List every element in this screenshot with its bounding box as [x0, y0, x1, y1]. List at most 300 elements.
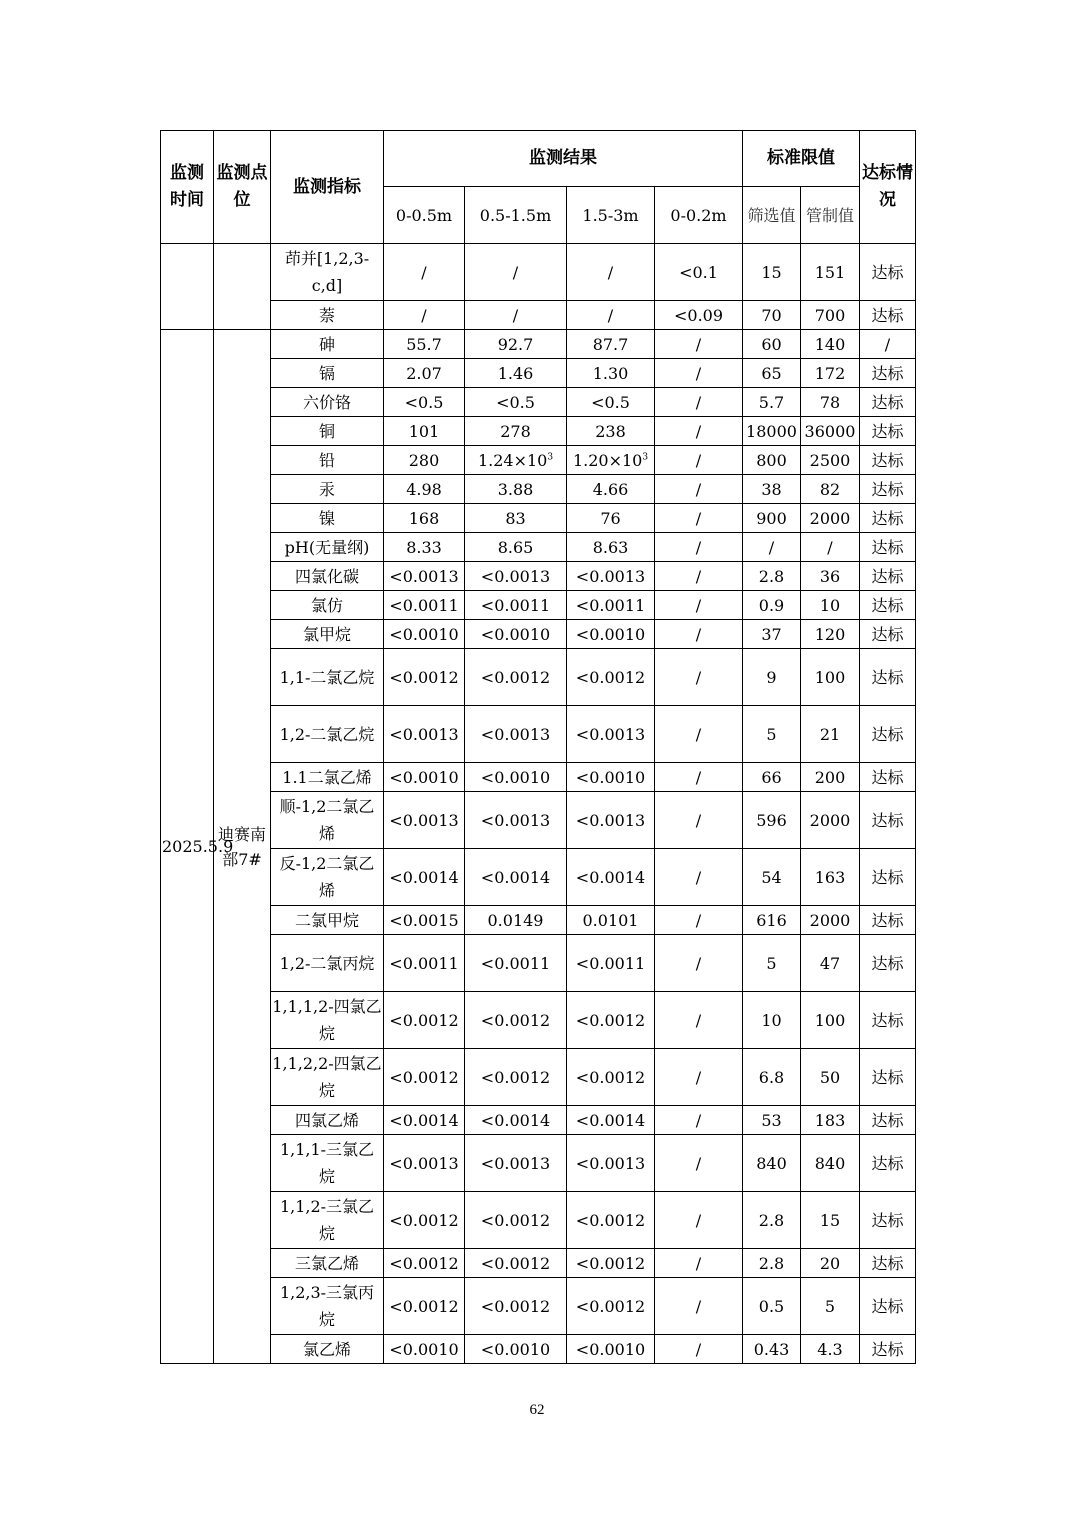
- status-value: [860, 992, 916, 1049]
- indicator-name: [271, 533, 384, 562]
- value-1.5-3m: [567, 1106, 655, 1135]
- value-0-0.5m: [384, 330, 465, 359]
- value-0-0.5m: [384, 620, 465, 649]
- value-1.5-3m-text: <0.0013: [575, 566, 646, 586]
- value-1.5-3m: [567, 388, 655, 417]
- value-1.5-3m: [567, 849, 655, 906]
- value-0-0.5m-text: <0.0013: [389, 566, 459, 586]
- value-0-0.5m-text: 8.33: [406, 537, 442, 557]
- value-0.5-1.5m-text: 1.24×10: [477, 450, 548, 470]
- indicator-name: [271, 992, 384, 1049]
- status-value: [860, 792, 916, 849]
- status-value-text: 达标: [871, 867, 904, 887]
- screening-value-text: 596: [756, 810, 787, 830]
- value-0.5-1.5m-text: <0.0012: [480, 1010, 551, 1030]
- table-row: [161, 906, 916, 935]
- screening-value-text: 800: [756, 450, 787, 470]
- screening-value-text: 900: [756, 508, 787, 528]
- status-value-text: 达标: [871, 1210, 904, 1230]
- indicator-name-text: 氯甲烷: [302, 624, 351, 644]
- control-value: [801, 1106, 860, 1135]
- table-row: [161, 562, 916, 591]
- indicator-name-text: 砷: [318, 334, 335, 354]
- value-0-0.5m-text: <0.0013: [389, 810, 459, 830]
- value-1.5-3m-text: <0.0010: [575, 1339, 646, 1359]
- control-value: [801, 446, 860, 475]
- header-status: 达标情况: [860, 131, 916, 244]
- value-0.5-1.5m-text: <0.0012: [480, 1253, 551, 1273]
- value-1.5-3m-text: <0.0010: [575, 767, 646, 787]
- screening-value: [743, 330, 801, 359]
- value-0-0.2m-text: <0.09: [673, 305, 724, 325]
- value-0.5-1.5m-text: <0.0011: [480, 953, 551, 973]
- indicator-name-text: 反-1,2二氯乙烯: [279, 854, 375, 900]
- value-1.5-3m: [567, 992, 655, 1049]
- control-value: [801, 992, 860, 1049]
- value-1.5-3m: [567, 504, 655, 533]
- indicator-name: [271, 706, 384, 763]
- value-1.5-3m-text: 1.30: [592, 363, 629, 383]
- value-0-0.5m: [384, 849, 465, 906]
- indicator-name: [271, 359, 384, 388]
- value-0.5-1.5m: [465, 1278, 567, 1335]
- control-value-text: 15: [819, 1210, 841, 1230]
- control-value: [801, 1192, 860, 1249]
- status-value: [860, 244, 916, 301]
- screening-value-text: 37: [761, 624, 782, 644]
- value-0.5-1.5m: [465, 446, 567, 475]
- control-value: [801, 533, 860, 562]
- screening-value: [743, 359, 801, 388]
- value-1.5-3m: [567, 1278, 655, 1335]
- status-value-text: 达标: [871, 363, 904, 383]
- value-0-0.5m-text: 4.98: [406, 479, 442, 499]
- screening-value: [743, 446, 801, 475]
- screening-value: [743, 1135, 801, 1192]
- screening-value: [743, 244, 801, 301]
- value-0.5-1.5m: [465, 620, 567, 649]
- control-value-text: 2000: [809, 910, 851, 930]
- value-0.5-1.5m: [465, 906, 567, 935]
- value-0-0.5m-text: <0.0012: [389, 667, 459, 687]
- value-0-0.5m: [384, 992, 465, 1049]
- table-row: [161, 620, 916, 649]
- value-0-0.5m: [384, 533, 465, 562]
- indicator-name-text: 1,1-二氯乙烷: [279, 667, 375, 687]
- exponent: 3: [642, 452, 649, 463]
- control-value: [801, 301, 860, 330]
- value-0-0.2m-text: /: [695, 1010, 702, 1030]
- value-0.5-1.5m: [465, 849, 567, 906]
- indicator-name: [271, 446, 384, 475]
- header-control: 管制值: [801, 187, 860, 244]
- monitoring-time: [161, 330, 234, 1364]
- control-value-text: 100: [814, 667, 846, 687]
- status-value-text: 达标: [871, 1296, 904, 1316]
- value-1.5-3m-text: 8.63: [592, 537, 629, 557]
- screening-value: [743, 301, 801, 330]
- indicator-name: [271, 849, 384, 906]
- value-1.5-3m: [567, 763, 655, 792]
- value-0-0.5m: [384, 591, 465, 620]
- value-0-0.2m-text: /: [695, 624, 702, 644]
- value-0-0.5m-text: 280: [408, 450, 440, 470]
- value-1.5-3m-text: <0.0012: [575, 1210, 646, 1230]
- value-0-0.2m-text: /: [695, 334, 702, 354]
- status-value-text: 达标: [871, 392, 904, 412]
- value-0.5-1.5m-text: <0.0012: [480, 1067, 551, 1087]
- status-value-text: 达标: [871, 910, 904, 930]
- indicator-name-text: 氯仿: [310, 595, 343, 615]
- control-value-text: 200: [814, 767, 846, 787]
- indicator-name-text: 镍: [318, 508, 335, 528]
- screening-value-text: 616: [756, 910, 787, 930]
- table-row: [161, 301, 916, 330]
- header-time: 监测时间: [161, 131, 214, 244]
- value-0.5-1.5m: [465, 706, 567, 763]
- header-standard: 标准限值: [743, 131, 860, 187]
- screening-value-text: 18000: [746, 421, 797, 441]
- control-value: [801, 706, 860, 763]
- screening-value-text: 5: [766, 953, 777, 973]
- value-1.5-3m-text: <0.0012: [575, 1253, 646, 1273]
- value-0.5-1.5m-text: /: [512, 305, 519, 325]
- value-1.5-3m-text: <0.0011: [575, 953, 646, 973]
- table-row: [161, 935, 916, 992]
- value-1.5-3m: [567, 244, 655, 301]
- monitoring-point-text: 迪赛南部7#: [217, 824, 266, 869]
- header-depth-4: 0-0.2m: [655, 187, 743, 244]
- value-1.5-3m-text: <0.5: [591, 392, 630, 412]
- header-depth-3: 1.5-3m: [567, 187, 655, 244]
- indicator-name: [271, 620, 384, 649]
- value-0-0.5m: [384, 359, 465, 388]
- value-0.5-1.5m-text: <0.0013: [480, 566, 551, 586]
- indicator-name: [271, 1278, 384, 1335]
- value-0-0.2m: [655, 792, 743, 849]
- status-value: [860, 533, 916, 562]
- indicator-name-text: 1,2,3-三氯丙烷: [279, 1283, 375, 1329]
- value-0-0.2m: [655, 359, 743, 388]
- status-value: [860, 1106, 916, 1135]
- header-indicator: 监测指标: [271, 131, 384, 244]
- value-0-0.5m: [384, 1192, 465, 1249]
- status-value: [860, 706, 916, 763]
- value-0.5-1.5m: [465, 475, 567, 504]
- value-1.5-3m-text: <0.0014: [575, 1110, 646, 1130]
- value-0-0.5m-text: <0.0011: [389, 595, 459, 615]
- control-value: [801, 792, 860, 849]
- status-value-text: 达标: [871, 421, 904, 441]
- indicator-name-text: 三氯乙烯: [294, 1253, 359, 1273]
- indicator-name-text: pH(无量纲): [284, 537, 370, 557]
- value-1.5-3m: [567, 1135, 655, 1192]
- value-1.5-3m-text: /: [607, 305, 614, 325]
- value-0-0.5m: [384, 475, 465, 504]
- control-value-text: 163: [814, 867, 846, 887]
- value-0-0.2m: [655, 849, 743, 906]
- value-0-0.5m: [384, 906, 465, 935]
- status-value: [860, 849, 916, 906]
- exponent: 3: [547, 452, 554, 463]
- screening-value: [743, 620, 801, 649]
- value-0-0.5m: [384, 706, 465, 763]
- monitoring-point: [214, 330, 271, 1364]
- table-row: [161, 244, 916, 301]
- value-0-0.5m-text: <0.0011: [389, 953, 459, 973]
- indicator-name-text: 铜: [318, 421, 335, 441]
- value-1.5-3m-text: <0.0013: [575, 724, 646, 744]
- value-0-0.2m-text: /: [695, 867, 702, 887]
- indicator-name-text: 茚并[1,2,3-c,d]: [284, 249, 370, 295]
- status-value-text: 达标: [871, 262, 904, 282]
- screening-value-text: 65: [761, 363, 782, 383]
- value-1.5-3m: [567, 359, 655, 388]
- control-value-text: 2000: [809, 810, 851, 830]
- value-0.5-1.5m-text: <0.0013: [480, 724, 551, 744]
- value-1.5-3m-text: <0.0012: [575, 1010, 646, 1030]
- table-row: [161, 504, 916, 533]
- screening-value: [743, 388, 801, 417]
- indicator-name-text: 1,1,1-三氯乙烷: [279, 1140, 375, 1186]
- indicator-name-text: 萘: [318, 305, 335, 325]
- screening-value-text: 2.8: [758, 566, 785, 586]
- table-row: [161, 1249, 916, 1278]
- screening-value-text: 70: [761, 305, 782, 325]
- value-1.5-3m: [567, 1335, 655, 1364]
- value-0.5-1.5m-text: <0.0012: [480, 667, 551, 687]
- value-0-0.5m-text: <0.0012: [389, 1067, 459, 1087]
- control-value: [801, 649, 860, 706]
- table-row: [161, 649, 916, 706]
- value-0-0.2m-text: /: [695, 1153, 702, 1173]
- value-0-0.2m-text: /: [695, 953, 702, 973]
- value-1.5-3m-text: 76: [600, 508, 621, 528]
- value-1.5-3m-text: <0.0011: [575, 595, 646, 615]
- value-0-0.2m-text: <0.1: [679, 262, 718, 282]
- table-row: [161, 1135, 916, 1192]
- indicator-name: [271, 1135, 384, 1192]
- status-value-text: 达标: [871, 479, 904, 499]
- screening-value-text: 5.7: [758, 392, 785, 412]
- value-0-0.2m-text: /: [695, 595, 702, 615]
- value-1.5-3m: [567, 620, 655, 649]
- value-0-0.2m: [655, 244, 743, 301]
- value-0-0.5m-text: /: [421, 262, 427, 282]
- screening-value: [743, 763, 801, 792]
- value-0.5-1.5m: [465, 244, 567, 301]
- control-value-text: 2500: [809, 450, 851, 470]
- value-0-0.2m: [655, 1049, 743, 1106]
- control-value: [801, 417, 860, 446]
- value-0-0.2m: [655, 1192, 743, 1249]
- value-0-0.5m: [384, 649, 465, 706]
- screening-value: [743, 906, 801, 935]
- value-1.5-3m-text: <0.0012: [575, 667, 646, 687]
- control-value: [801, 475, 860, 504]
- value-1.5-3m: [567, 649, 655, 706]
- value-0-0.5m: [384, 1278, 465, 1335]
- header-depth-2: 0.5-1.5m: [465, 187, 567, 244]
- indicator-name-text: 1,1,1,2-四氯乙烷: [272, 997, 382, 1043]
- value-0-0.5m: [384, 1135, 465, 1192]
- table-row: [161, 446, 916, 475]
- control-value-text: 10: [819, 595, 841, 615]
- prev-time-cell: [161, 244, 214, 330]
- indicator-name: [271, 330, 384, 359]
- value-1.5-3m: [567, 562, 655, 591]
- value-0.5-1.5m: [465, 649, 567, 706]
- indicator-name: [271, 301, 384, 330]
- value-1.5-3m: [567, 446, 655, 475]
- value-0-0.2m: [655, 562, 743, 591]
- value-1.5-3m-text: /: [607, 262, 614, 282]
- screening-value: [743, 591, 801, 620]
- screening-value: [743, 1049, 801, 1106]
- indicator-name-text: 四氯化碳: [294, 566, 359, 586]
- monitoring-time-text: 2025.5.9: [162, 837, 234, 856]
- value-0.5-1.5m: [465, 1249, 567, 1278]
- table-row: [161, 533, 916, 562]
- status-value-text: 达标: [871, 305, 904, 325]
- header-point: 监测点位: [214, 131, 271, 244]
- status-value-text: 达标: [871, 566, 904, 586]
- indicator-name-text: 六价铬: [302, 392, 351, 412]
- value-0-0.5m-text: <0.0010: [389, 1339, 459, 1359]
- value-0-0.2m: [655, 649, 743, 706]
- status-value-text: 达标: [871, 1110, 904, 1130]
- value-0-0.2m-text: /: [695, 450, 702, 470]
- status-value: [860, 446, 916, 475]
- value-0-0.2m: [655, 1335, 743, 1364]
- control-value-text: 183: [814, 1110, 846, 1130]
- control-value-text: 20: [819, 1253, 841, 1273]
- value-1.5-3m: [567, 1049, 655, 1106]
- value-0.5-1.5m: [465, 533, 567, 562]
- screening-value: [743, 935, 801, 992]
- status-value: [860, 1278, 916, 1335]
- value-0-0.2m: [655, 446, 743, 475]
- value-0-0.2m: [655, 906, 743, 935]
- status-value: [860, 504, 916, 533]
- indicator-name-text: 1,1,2,2-四氯乙烷: [272, 1054, 382, 1100]
- control-value-text: 50: [819, 1067, 841, 1087]
- status-value: [860, 1049, 916, 1106]
- indicator-name-text: 镉: [318, 363, 335, 383]
- screening-value: [743, 849, 801, 906]
- indicator-name: [271, 504, 384, 533]
- prev-point-cell: [214, 244, 271, 330]
- value-1.5-3m: [567, 792, 655, 849]
- indicator-name-text: 汞: [318, 479, 335, 499]
- status-value-text: /: [884, 334, 891, 354]
- control-value-text: 100: [814, 1010, 846, 1030]
- indicator-name: [271, 935, 384, 992]
- control-value: [801, 1335, 860, 1364]
- screening-value-text: 9: [766, 667, 777, 687]
- indicator-name: [271, 1106, 384, 1135]
- value-0-0.2m: [655, 620, 743, 649]
- control-value: [801, 244, 860, 301]
- status-value-text: 达标: [871, 1339, 904, 1359]
- value-0.5-1.5m: [465, 1106, 567, 1135]
- screening-value: [743, 706, 801, 763]
- value-0-0.2m-text: /: [695, 910, 702, 930]
- control-value-text: 2000: [809, 508, 851, 528]
- indicator-name: [271, 906, 384, 935]
- indicator-name: [271, 1249, 384, 1278]
- value-1.5-3m-text: 0.0101: [582, 910, 639, 930]
- indicator-name: [271, 475, 384, 504]
- value-1.5-3m-text: 87.7: [592, 334, 629, 354]
- header-results: 监测结果: [384, 131, 743, 187]
- status-value-text: 达标: [871, 450, 904, 470]
- value-0-0.5m: [384, 301, 465, 330]
- indicator-name-text: 四氯乙烯: [294, 1110, 359, 1130]
- value-1.5-3m-text: <0.0012: [575, 1067, 646, 1087]
- status-value-text: 达标: [871, 953, 904, 973]
- control-value: [801, 1135, 860, 1192]
- header-screening: 筛选值: [743, 187, 801, 244]
- screening-value: [743, 1335, 801, 1364]
- value-0-0.2m-text: /: [695, 1253, 702, 1273]
- value-1.5-3m: [567, 475, 655, 504]
- control-value: [801, 1049, 860, 1106]
- value-0-0.2m-text: /: [695, 1296, 702, 1316]
- table-row: [161, 417, 916, 446]
- value-0-0.2m: [655, 1249, 743, 1278]
- indicator-name: [271, 591, 384, 620]
- control-value-text: 120: [814, 624, 846, 644]
- value-0-0.2m-text: /: [695, 363, 702, 383]
- indicator-name-text: 1.1二氯乙烯: [282, 767, 372, 787]
- screening-value: [743, 992, 801, 1049]
- control-value-text: 172: [814, 363, 846, 383]
- value-0-0.2m: [655, 504, 743, 533]
- value-0.5-1.5m-text: <0.0010: [480, 624, 551, 644]
- value-0-0.5m: [384, 446, 465, 475]
- value-0-0.5m-text: <0.0012: [389, 1210, 459, 1230]
- value-0-0.2m: [655, 591, 743, 620]
- screening-value-text: 5: [766, 724, 777, 744]
- control-value-text: 36000: [804, 421, 856, 441]
- value-1.5-3m: [567, 417, 655, 446]
- value-1.5-3m: [567, 1249, 655, 1278]
- value-0-0.2m: [655, 935, 743, 992]
- screening-value: [743, 504, 801, 533]
- value-0.5-1.5m-text: <0.5: [496, 392, 535, 412]
- screening-value-text: 54: [761, 867, 782, 887]
- status-value-text: 达标: [871, 508, 904, 528]
- value-1.5-3m: [567, 591, 655, 620]
- indicator-name: [271, 244, 384, 301]
- value-1.5-3m: [567, 906, 655, 935]
- value-0.5-1.5m: [465, 1049, 567, 1106]
- control-value-text: 78: [819, 392, 841, 412]
- status-value: [860, 906, 916, 935]
- control-value-text: 840: [814, 1153, 846, 1173]
- table-row: [161, 330, 916, 359]
- value-0.5-1.5m: [465, 1135, 567, 1192]
- value-0-0.2m: [655, 763, 743, 792]
- value-0-0.2m-text: /: [695, 724, 702, 744]
- value-0-0.5m-text: /: [421, 305, 427, 325]
- value-0.5-1.5m-text: 3.88: [497, 479, 534, 499]
- table-row: [161, 475, 916, 504]
- indicator-name: [271, 417, 384, 446]
- status-value: [860, 591, 916, 620]
- status-value-text: 达标: [871, 724, 904, 744]
